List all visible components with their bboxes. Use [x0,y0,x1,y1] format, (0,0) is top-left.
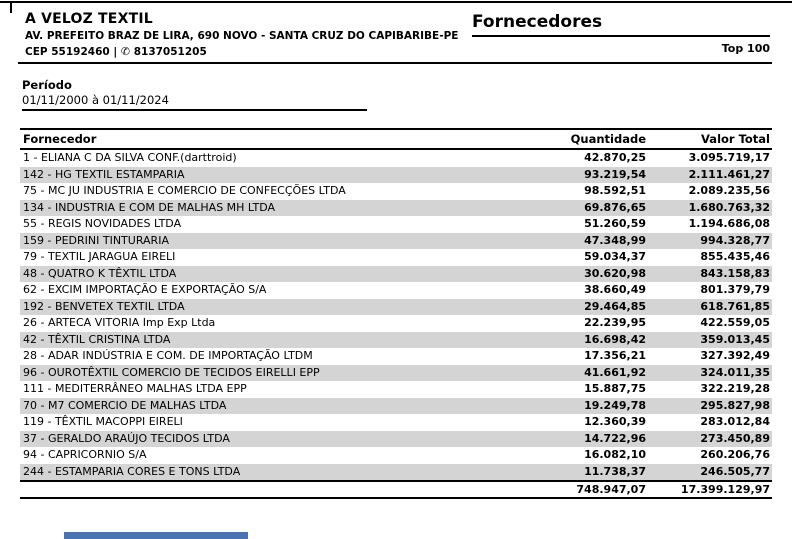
supplier-total-value: 1.680.763,32 [688,200,770,214]
company-header [25,10,458,60]
supplier-quantity: 30.620,98 [584,266,646,280]
supplier-quantity: 16.082,10 [584,448,646,461]
supplier-quantity: 11.738,37 [584,464,646,478]
supplier-name: 142 - HG TEXTIL ESTAMPARIA [23,167,185,181]
supplier-name: 244 - ESTAMPARIA CORES E TONS LTDA [23,464,241,478]
table-row [20,381,772,398]
supplier-total-value: 295.827,98 [700,398,770,412]
table-body [20,150,772,480]
supplier-quantity: 98.592,51 [584,184,646,197]
company-address: AV. PREFEITO BRAZ DE LIRA, 690 NOVO - SANTA CRUZ DO CAPIBARIBE-PE [25,30,459,42]
supplier-total-value: 324.011,35 [700,365,770,379]
table-row [20,348,772,365]
table-row [20,398,772,415]
supplier-name: 119 - TÊXTIL MACOPPI EIRELI [23,415,183,428]
company-contact-line [25,44,458,60]
supplier-quantity: 22.239,95 [584,316,646,329]
supplier-name: 37 - GERALDO ARAÚJO TECIDOS LTDA [23,431,230,445]
supplier-total-value: 618.761,85 [700,299,770,313]
table-row [20,233,772,250]
table-header-row [20,128,772,150]
supplier-quantity: 47.348,99 [584,233,646,247]
phone-icon: ✆ [120,45,131,58]
table-row [20,365,772,382]
supplier-name: 96 - OUROTÊXTIL COMERCIO DE TECIDOS EIRELLI EPP [23,365,320,379]
table-row [20,266,772,283]
supplier-name: 111 - MEDITERRÂNEO MALHAS LTDA EPP [23,382,247,395]
supplier-total-value: 855.435,46 [700,250,770,263]
supplier-total-value: 422.559,05 [700,316,770,329]
supplier-name: 28 - ADAR INDÚSTRIA E COM. DE IMPORTAÇÃO LTDM [23,349,313,362]
table-row [20,332,772,349]
table-total-row [20,480,772,499]
supplier-quantity: 51.260,59 [584,217,646,230]
supplier-name: 48 - QUATRO K TÊXTIL LTDA [23,266,177,280]
supplier-name: 159 - PEDRINI TINTURARIA [23,233,169,247]
table-row [20,447,772,464]
supplier-quantity: 14.722,96 [584,431,646,445]
supplier-total-value: 801.379,79 [700,283,770,296]
table-row [20,216,772,233]
supplier-name: 26 - ARTECA VITORIA Imp Exp Ltda [23,316,216,329]
supplier-total-value: 359.013,45 [700,332,770,346]
table-row [20,167,772,184]
total-valor-total: 17.399.129,97 [680,483,770,496]
table-row [20,249,772,266]
suppliers-table [20,128,772,499]
supplier-quantity: 16.698,42 [584,332,646,346]
supplier-name: 1 - ELIANA C DA SILVA CONF.(darttroid) [23,151,237,164]
supplier-name: 42 - TÊXTIL CRISTINA LTDA [23,332,171,346]
period-value: 01/11/2000 à 01/11/2024 [22,93,169,107]
table-row [20,183,772,200]
bottom-blue-bar [64,532,248,539]
supplier-quantity: 41.661,92 [584,365,646,379]
supplier-name: 70 - M7 COMERCIO DE MALHAS LTDA [23,398,227,412]
supplier-total-value: 283.012,84 [700,415,770,428]
column-header-quantidade: Quantidade [570,132,646,146]
supplier-total-value: 994.328,77 [700,233,770,247]
header-separator-rule [18,62,772,64]
supplier-total-value: 843.158,83 [700,266,770,280]
supplier-name: 55 - REGIS NOVIDADES LTDA [23,217,182,230]
report-title: Fornecedores [472,12,770,37]
supplier-name: 192 - BENVETEX TEXTIL LTDA [23,299,185,313]
supplier-total-value: 2.111.461,27 [688,167,770,181]
supplier-quantity: 17.356,21 [584,349,646,362]
supplier-quantity: 69.876,65 [584,200,646,214]
supplier-name: 62 - EXCIM IMPORTAÇÃO E EXPORTAÇÃO S/A [23,283,267,296]
report-subtitle: Top 100 [721,42,770,55]
supplier-quantity: 15.887,75 [584,382,646,395]
table-row [20,200,772,217]
window-top-border [0,1,792,3]
company-phone: 8137051205 [133,46,207,58]
supplier-total-value: 327.392,49 [700,349,770,362]
table-row [20,150,772,167]
supplier-total-value: 246.505,77 [700,464,770,478]
supplier-name: 79 - TEXTIL JARAGUA EIRELI [23,250,176,263]
company-cep: CEP 55192460 | [25,46,118,58]
report-title-block [472,12,770,55]
total-quantidade: 748.947,07 [576,483,646,496]
supplier-name: 75 - MC JU INDUSTRIA E COMERCIO DE CONFECÇÕES LTDA [23,184,346,197]
supplier-total-value: 322.219,28 [700,382,770,395]
table-row [20,464,772,481]
supplier-total-value: 260.206,76 [700,448,770,461]
table-row [20,414,772,431]
supplier-quantity: 29.464,85 [584,299,646,313]
table-row [20,282,772,299]
column-header-valor-total: Valor Total [701,132,770,146]
table-row [20,431,772,448]
supplier-quantity: 59.034,37 [584,250,646,263]
period-underline [22,109,367,111]
period-section [22,78,367,111]
total-row-spacer [20,482,500,497]
supplier-total-value: 273.450,89 [700,431,770,445]
supplier-quantity: 93.219,54 [584,167,646,181]
supplier-name: 94 - CAPRICORNIO S/A [23,448,147,461]
supplier-name: 134 - INDUSTRIA E COM DE MALHAS MH LTDA [23,200,276,214]
supplier-quantity: 12.360,39 [584,415,646,428]
table-row [20,299,772,316]
column-header-fornecedor: Fornecedor [23,132,97,146]
supplier-total-value: 2.089.235,56 [688,184,770,197]
company-name: A VELOZ TEXTIL [25,11,153,27]
supplier-total-value: 3.095.719,17 [688,151,770,164]
period-label: Período [22,78,72,92]
supplier-quantity: 42.870,25 [584,151,646,164]
table-row [20,315,772,332]
supplier-quantity: 38.660,49 [584,283,646,296]
window-left-border-fragment [10,1,12,13]
supplier-total-value: 1.194.686,08 [688,217,770,230]
supplier-quantity: 19.249,78 [584,398,646,412]
